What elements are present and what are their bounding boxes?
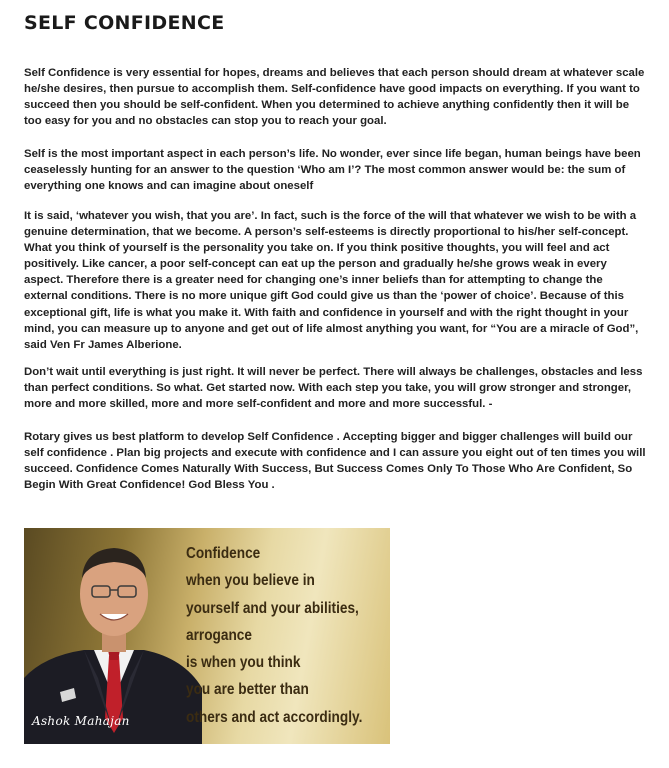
portrait-illustration [24,528,204,744]
quote-line: when you believe in [186,572,315,590]
paragraph-4: Don’t wait until everything is just right. It will never be perfect. There will always be challenges, obstacles and less than perfect conditions. So what. Get started now. With each step you take, you will grow stronger and stronger, more and more skilled, more and more self-confident and more and more successful. - [24,366,643,411]
quote-text [186,540,362,731]
quote-photo [24,528,390,744]
paragraph-5: Rotary gives us best platform to develop Self Confidence . Accepting bigger and bigger challenges will build our self confidence . Plan big projects and execute with confidence and I can assure you eight out of ten times you will succeed. Confidence Comes Naturally With Success, But Success Comes Only To Those Who Are Confident, So Begin With Great Confidence! God Bless You . [24,431,646,492]
quote-line: you are better than [186,681,309,699]
quote-line: is when you think [186,654,301,672]
paragraph-2: Self is the most important aspect in each person’s life. No wonder, ever since life began, human beings have been ceaselessly hunting for an answer to the question ‘Who am I’? The most common answer would be: the sum of everything one knows and can imagine about oneself [24,148,641,193]
paragraph-1: Self Confidence is very essential for hopes, dreams and believes that each person should dream at whatever scale he/she desires, then pursue to accomplish them. Self-confidence have good impacts on everything. If you want to succeed then you should be self-confident. When you determined to achieve anything confidently then it will be too easy for you and no obstacles can stop you to reach your goal. [24,67,645,128]
quote-line: Confidence [186,545,261,562]
quote-line: others and act accordingly. [186,708,363,726]
page-title: SELF CONFIDENCE [24,12,225,34]
quote-line: yourself and your abilities, [186,599,359,617]
quote-line: arrogance [186,626,252,644]
paragraph-3: It is said, ‘whatever you wish, that you are’. In fact, such is the force of the will that whatever we wish to be with a genuine determination, that we become. A person’s self-esteems is directly proportional to his/her self-concept. What you think of yourself is the personality you take on. If you think positive thoughts, you will feel and act positively. Like cancer, a poor self-concept can eat up the person and gradually he/she grows weak in every aspect. Therefore there is a greater need for changing one’s inner beliefs than for attempting to change the external conditions. There is no more unique gift God could give us than the ‘power of choice’. Because of this exceptional gift, life is what you make it. With faith and confidence in yourself and with the right thought in your mind, you can measure up to anyone and get out of life almost anything you want, for “You are a miracle of God”, said Ven Fr James Alberione. [24,210,639,351]
signature: Ashok Mahajan [32,714,130,728]
article [24,12,649,492]
